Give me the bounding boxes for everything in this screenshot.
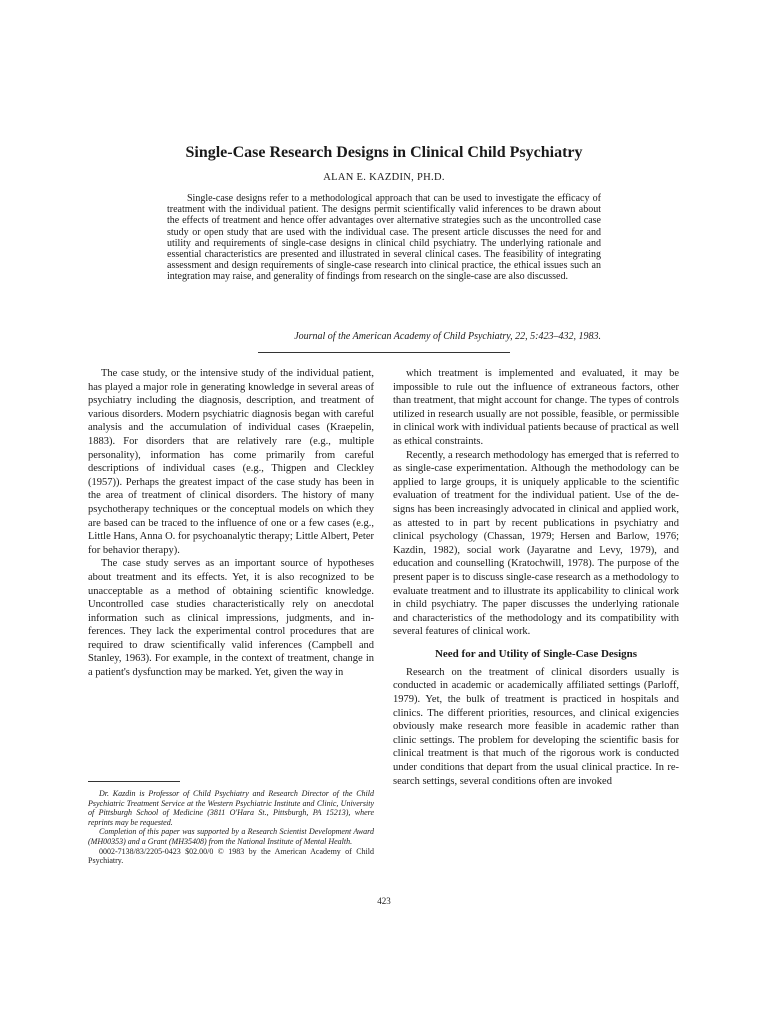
section-divider [258,352,510,353]
page-number: 423 [377,896,391,906]
body-paragraph: Recently, a research methodology has emerged that is referred to as single-case experimentation. Although the methodology can be applied to large groups, it is uniquely applicable to the scientific evaluation of treatment for the individual patient. Use of the designs has been increasingly advocated in clinical and applied work, as attested to in part by recent publications in psychiatry and clinical psychology (Chassan, 1979; Hersen and Barlow, 1976; Kazdin, 1982), social work (Jayaratne and Levy, 1979), and education and counselling (Kratochwill, 1978). The purpose of the present paper is to discuss single-case research as a methodology to evaluate treatment and to illustrate its applicability to clinical work in child psychiatry. The paper discusses the underlying rationale and characteristics of the methodology and its compatibility with several features of clinical work. [393,449,679,638]
copyright-footnote: 0002-7138/83/2205-0423 $02.00/0 © 1983 by the American Academy of Child Psychiatry. [88,846,374,866]
journal-citation: Journal of the American Academy of Child Psychiatry, 22, 5:423–432, 1983. [294,331,601,342]
body-paragraph: Research on the treatment of clinical disorders usually is conducted in academic or academically affiliated settings (Parloff, 1979). Yet, the bulk of treatment is practiced in hospitals and clinics. The different priorities, resources, and clinical exigencies obviously make research more feasible in academic rather than clinic settings. The problem for developing the scientific basis for clinical treatment is that much of the rigorous work is conducted under conditions that depart from the usual clinical practice. In research settings, several conditions often are invoked [393,666,679,787]
author-affiliation-footnote: Dr. Kazdin is Professor of Child Psychiatry and Research Director of the Child Psychiatric Treatment Service at the Western Psychiatric Institute and Clinic, University of Pittsburgh School of Medicine (3811 O'Hara St., Pittsburgh, PA 15213), where reprints may be requested. [88,789,374,827]
left-column [88,367,374,680]
footnotes [88,789,374,866]
article-title: Single-Case Research Designs in Clinical Child Psychiatry [185,144,583,161]
abstract-text: Single-case designs refer to a methodological approach that can be used to investigate the efficacy of treatment with the individual patient. The designs permit scientifically valid inferences to be drawn about the effects of treatment and hence offer advantages over alternative strategies such as the uncontrolled case study or open study that are used with the individual case. The present article discusses the need for and utility and requirements of single-case designs in clinical child psychiatry. The underlying rationale and essential characteristics are presented and illustrated in several clinical cases. The feasibility of integrating assessment and design requirements of single-case research into clinical practice, the ethical issues such an integration may raise, and generality of findings from research on the single-case are also discussed. [167,193,601,283]
body-paragraph: The case study serves as an important source of hypotheses about treatment and its effects. Yet, it is also recognized to be unacceptable as a method of obtaining scientific knowledge. Uncontrolled case studies characteristically rely on anecdotal information such as clinical impressions, judgments, and inferences. They lack the experimental control procedures that are required to draw scientifically valid inferences (Campbell and Stanley, 1963). For example, in the context of treatment, change in a patient's dysfunction may be marked. Yet, given the way in [88,558,374,679]
funding-footnote: Completion of this paper was supported by a Research Scientist Development Award (MH00353) and a Grant (MH35408) from the National Institute of Mental Health. [88,827,374,846]
right-column [393,367,679,788]
footnote-divider [88,781,180,782]
section-heading: Need for and Utility of Single-Case Designs [434,647,638,660]
body-paragraph: which treatment is implemented and evaluated, it may be impossible to rule out the influence of extraneous factors, other than treatment, that might account for change. The types of controls utilized in research usually are not possible, feasible, or permissible in clinical work with individual patients because of practical as well as ethical constraints. [393,368,679,447]
abstract [167,193,601,283]
body-paragraph: The case study, or the intensive study of the individual patient, has played a major role in generating knowledge in several areas of psychiatry including the diagnosis, description, and treatment of various disorders. Modern psychiatric diagnosis began with careful analysis and the accumulation of individual cases (Kraepelin, 1883). For disorders that are relatively rare (e.g., multiple personality), information has come primarily from careful descriptions of individual cases (e.g., Thigpen and Cleckley (1957)). Perhaps the greatest impact of the case study has been in the area of treatment of clinical disorders. The history of many psychotherapy techniques or the conceptual models on which they are based can be traced to the influence of one or a few cases (e.g., Little Hans, Anna O. for psychoanalytic therapy; Little Albert, Peter for behavior therapy). [88,368,374,556]
author-name: ALAN E. KAZDIN, PH.D. [323,172,445,183]
